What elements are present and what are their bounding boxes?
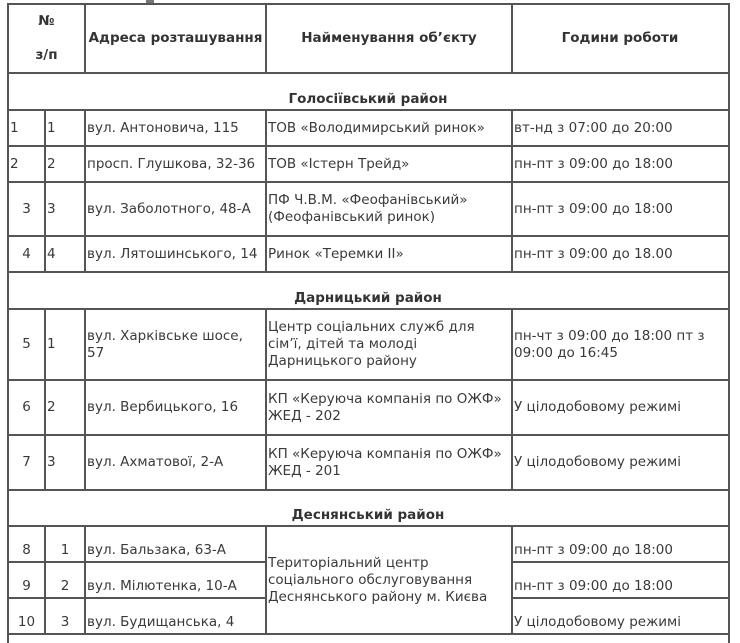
row-sub-number: 2	[60, 578, 70, 594]
grid-line	[84, 308, 86, 491]
row-sub-number: 1	[47, 336, 56, 352]
grid-line	[8, 308, 730, 310]
grid-line	[265, 525, 267, 635]
row-sub-number: 3	[47, 454, 56, 470]
grid-line	[8, 3, 730, 5]
row-name: КП «Керуюча компанія по ОЖФ» ЖЕД - 202	[268, 390, 502, 424]
row-address: вул. Лятошинського, 14	[87, 245, 258, 262]
row-address: вул. Мілютенка, 10-А	[87, 578, 237, 594]
row-hours: пн-пт з 09:00 до 18.00	[514, 245, 673, 262]
row-number: 3	[22, 200, 31, 217]
row-number: 4	[22, 245, 31, 262]
row-number: 7	[22, 454, 31, 470]
grid-line	[511, 525, 513, 635]
row-hours: пн-пт з 09:00 до 18:00	[514, 200, 673, 217]
row-name: Центр соціальних служб для сім’ї, дітей та молоді Дарницького району	[268, 319, 475, 369]
header-number-sub: з/п	[35, 47, 58, 64]
row-name: КП «Керуюча компанія по ОЖФ» ЖЕД - 201	[268, 445, 502, 479]
grid-line	[512, 597, 730, 599]
grid-line	[84, 525, 86, 635]
row-number: 9	[22, 578, 31, 594]
row-hours: пн-пт з 09:00 до 18:00	[514, 578, 673, 594]
header-number-symbol: №	[38, 12, 55, 29]
grid-line	[8, 181, 730, 183]
grid-line	[8, 434, 730, 436]
grid-line	[8, 597, 266, 599]
row-address: вул. Бальзака, 63-А	[87, 542, 227, 558]
row-name: ПФ Ч.В.М. «Феофанівський» (Феофанівський ринок)	[268, 192, 468, 225]
grid-line	[84, 3, 86, 73]
row-address: вул. Ахматової, 2-А	[87, 454, 224, 470]
grid-line	[511, 3, 513, 73]
grid-line	[8, 489, 730, 491]
grid-line	[44, 525, 46, 635]
row-hours: пн-пт з 09:00 до 18:00	[514, 155, 673, 172]
row-address: вул. Вербицького, 16	[87, 399, 239, 415]
row-hours: пн-пт з 09:00 до 18:00	[514, 542, 673, 558]
grid-line	[8, 235, 730, 237]
district-title: Голосіївський район	[288, 91, 448, 107]
row-sub-number: 1	[47, 119, 56, 136]
grid-line	[512, 561, 730, 563]
grid-line	[8, 379, 730, 381]
grid-line	[44, 109, 46, 273]
row-name: ТОВ «Володимирський ринок»	[268, 119, 485, 136]
row-address: вул. Харківське шосе, 57	[87, 327, 243, 361]
grid-line	[8, 109, 730, 111]
grid-line	[265, 308, 267, 491]
grid-line	[84, 109, 86, 273]
row-address: вул. Будищанська, 4	[87, 614, 235, 630]
row-number: 1	[10, 119, 19, 136]
grid-line	[8, 633, 730, 635]
row-number: 8	[22, 542, 31, 558]
row-hours: У цілодобовому режимі	[514, 399, 681, 415]
row-number: 2	[10, 155, 19, 172]
row-number: 5	[22, 336, 31, 352]
grid-line	[265, 109, 267, 273]
row-sub-number: 4	[47, 245, 56, 262]
header-address: Адреса розташування	[88, 30, 263, 46]
row-address: вул. Заболотного, 48-А	[87, 200, 251, 217]
row-name: Ринок «Теремки ІІ»	[268, 245, 404, 262]
grid-line	[265, 3, 267, 73]
grid-line	[8, 145, 730, 147]
row-hours: пн-чт з 09:00 до 18:00 пт з 09:00 до 16:45	[514, 327, 705, 361]
row-sub-number: 3	[47, 200, 56, 217]
row-hours: вт-нд з 07:00 до 20:00	[514, 119, 673, 136]
row-name: ТОВ «Істерн Трейд»	[268, 155, 410, 172]
row-hours: У цілодобовому режимі	[514, 614, 681, 630]
grid-line	[511, 308, 513, 491]
merged-name: Територіальний центр соціального обслуговування Деснянського району м. Києва	[268, 554, 488, 605]
header-hours: Години роботи	[561, 30, 679, 46]
grid-line	[8, 271, 730, 273]
grid-line	[511, 109, 513, 273]
grid-line	[7, 3, 9, 643]
header-name: Найменування об’єкту	[301, 30, 477, 46]
grid-line	[8, 561, 266, 563]
district-title: Дарницький район	[294, 290, 442, 306]
row-sub-number: 2	[47, 155, 56, 172]
grid-line	[728, 3, 730, 643]
row-number: 6	[22, 399, 31, 415]
row-address: вул. Антоновича, 115	[87, 119, 239, 136]
district-title: Деснянський район	[291, 507, 445, 523]
grid-line	[8, 525, 730, 527]
row-address: просп. Глушкова, 32-36	[87, 155, 256, 172]
header-number	[8, 4, 85, 73]
row-sub-number: 1	[60, 542, 70, 558]
grid-line	[8, 72, 730, 74]
row-hours: У цілодобовому режимі	[514, 454, 681, 470]
row-number: 10	[17, 614, 36, 630]
grid-line	[44, 308, 46, 491]
row-sub-number: 2	[47, 399, 56, 415]
row-sub-number: 3	[60, 614, 70, 630]
